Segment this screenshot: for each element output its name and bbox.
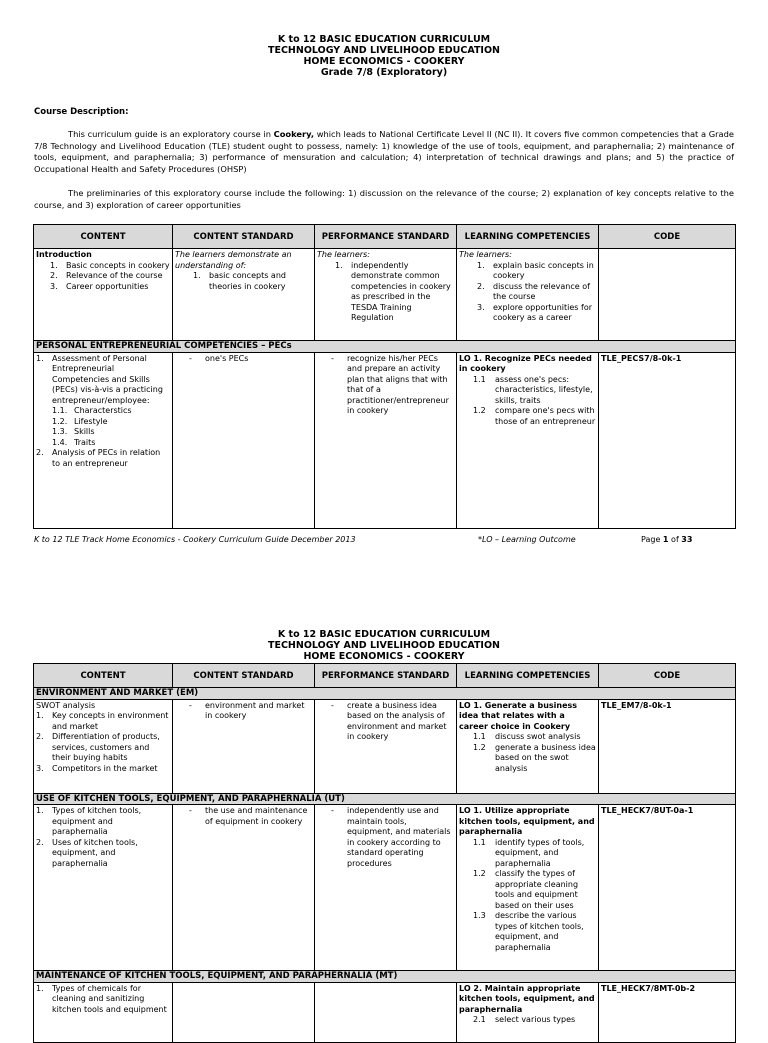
content-standard-cell: - one's PECs bbox=[173, 352, 315, 528]
page-number bbox=[641, 535, 692, 544]
header-line: TECHNOLOGY AND LIVELIHOOD EDUCATION bbox=[267, 640, 500, 651]
list-item: classify the types of appropriate cleaning tools and equipment based on their uses bbox=[495, 869, 579, 910]
performance-standard-cell: - create a business idea based on the analysis of environment and market in cookery bbox=[315, 699, 457, 793]
learning-competencies-cell: The learners: 1. explain basic concepts in cookery 2. discuss the relevance of the course 3. explore opportunities for cookery as a career bbox=[457, 249, 599, 341]
list-item: compare one's pecs with those of an entrepreneur bbox=[495, 406, 596, 426]
content-cell: 1. Types of chemicals for cleaning and sanitizing kitchen tools and equipment bbox=[34, 982, 173, 1042]
learning-outcome: LO 2. Maintain appropriate kitchen tools, equipment, and paraphernalia bbox=[459, 983, 595, 1014]
curriculum-table bbox=[33, 224, 736, 529]
list-item: Uses of kitchen tools, equipment, and paraphernalia bbox=[52, 837, 138, 868]
list-item: recognize his/her PECs and prepare an activity plan that aligns that with that of a practitioner/entrepreneur in cookery bbox=[347, 353, 449, 415]
content-standard-cell: - the use and maintenance of equipment in cookery bbox=[173, 805, 315, 971]
table-row bbox=[34, 805, 736, 971]
list-item: create a business idea based on the analysis of environment and market in cookery bbox=[347, 700, 447, 741]
content-cell: SWOT analysis 1. Key concepts in environment and market 2. Differentiation of products, services, customers and their buying habits 3. Competitors in the market bbox=[34, 699, 173, 793]
column-header: CONTENT bbox=[34, 225, 173, 249]
content-cell: 1. Assessment of Personal Entrepreneurial Competencies and Skills (PECs) vis-à-vis a practicing entrepreneur/employee: 1.1. Characterstics 1.2. Lifestyle 1.3. Skills 1.4. Traits 2. Analysis of PECs in relation to an entrepreneur bbox=[34, 352, 173, 528]
header-line: K to 12 BASIC EDUCATION CURRICULUM bbox=[277, 34, 491, 45]
list-item: assess one's pecs: characteristics, lifestyle, skills, traits bbox=[495, 374, 593, 405]
section-title: USE OF KITCHEN TOOLS, EQUIPMENT, AND PARAPHERNALIA (UT) bbox=[34, 793, 736, 805]
content-cell: 1. Types of kitchen tools, equipment and paraphernalia 2. Uses of kitchen tools, equipment, and paraphernalia bbox=[34, 805, 173, 971]
list-item: explain basic concepts in cookery bbox=[493, 260, 594, 280]
curriculum-table bbox=[33, 663, 736, 1043]
section-row bbox=[34, 971, 736, 983]
column-header: PERFORMANCE STANDARD bbox=[315, 225, 457, 249]
list-item: independently demonstrate common competencies in cookery as prescribed in the TESDA Training Regulation bbox=[351, 260, 451, 322]
list-item: Key concepts in environment and market bbox=[52, 711, 169, 731]
list-item: Career opportunities bbox=[66, 281, 149, 291]
column-header: CONTENT bbox=[34, 664, 173, 688]
table-row bbox=[34, 249, 736, 341]
list-item: independently use and maintain tools, equipment, and materials in cookery according to standard operating procedures bbox=[347, 806, 451, 868]
list-item: Types of chemicals for cleaning and sanitizing kitchen tools and equipment bbox=[52, 983, 167, 1014]
list-item: select various types bbox=[495, 1015, 576, 1024]
header-line: TECHNOLOGY AND LIVELIHOOD EDUCATION bbox=[267, 45, 500, 56]
list-item: environment and market in cookery bbox=[205, 700, 305, 720]
table-row bbox=[34, 699, 736, 793]
learning-competencies-cell: LO 1. Recognize PECs needed in cookery 1.1 assess one's pecs: characteristics, lifestyle, skills, traits 1.2 compare one's pecs with those of an entrepreneur bbox=[457, 352, 599, 528]
page-current: 1 bbox=[662, 535, 669, 544]
list-item: Traits bbox=[74, 437, 96, 447]
footer-note: *LO – Learning Outcome bbox=[478, 535, 576, 544]
row-title: SWOT analysis bbox=[36, 700, 96, 710]
list-item: the use and maintenance of equipment in cookery bbox=[205, 806, 308, 826]
table-row bbox=[34, 352, 736, 528]
document-header bbox=[0, 629, 768, 662]
section-row bbox=[34, 688, 736, 700]
table-row bbox=[34, 982, 736, 1042]
content-cell: Introduction 1. Basic concepts in cookery 2. Relevance of the course 3. Career opportunities bbox=[34, 249, 173, 341]
list-item: Assessment of Personal Entrepreneurial Competencies and Skills (PECs) vis-à-vis a practicing entrepreneur/employee: bbox=[52, 353, 163, 405]
learning-outcome: LO 1. Utilize appropriate kitchen tools, equipment, and paraphernalia bbox=[459, 806, 595, 836]
column-header: CONTENT STANDARD bbox=[173, 225, 315, 249]
learning-competencies-cell: LO 2. Maintain appropriate kitchen tools, equipment, and paraphernalia 2.1 select various types bbox=[457, 982, 599, 1042]
course-description-title: Course Description: bbox=[34, 107, 129, 117]
section-title: ENVIRONMENT AND MARKET (EM) bbox=[34, 688, 736, 700]
code-cell: TLE_HECK7/8UT-0a-1 bbox=[599, 805, 736, 971]
column-header: CODE bbox=[599, 225, 736, 249]
paragraph-text: This curriculum guide is an exploratory course in bbox=[68, 129, 274, 139]
performance-standard-cell: - independently use and maintain tools, equipment, and materials in cookery according to standard operating procedures bbox=[315, 805, 457, 971]
document-header bbox=[0, 34, 768, 78]
content-standard-cell: The learners demonstrate an understanding of: 1. basic concepts and theories in cookery bbox=[173, 249, 315, 341]
preliminaries-paragraph: The preliminaries of this exploratory course include the following: 1) discussion on the relevance of the course; 2) explanation of key concepts relative to the course, and 3) exploration of career opportunities bbox=[34, 188, 734, 210]
list-item: Characterstics bbox=[74, 406, 132, 415]
list-item: identify types of tools, equipment, and paraphernalia bbox=[495, 837, 585, 868]
section-row bbox=[34, 793, 736, 805]
list-item: Types of kitchen tools, equipment and paraphernalia bbox=[52, 806, 142, 836]
list-item: describe the various types of kitchen tools, equipment, and paraphernalia bbox=[495, 911, 584, 952]
paragraph-bold: Cookery, bbox=[273, 129, 315, 139]
code-cell bbox=[599, 249, 736, 341]
column-header: CONTENT STANDARD bbox=[173, 664, 315, 688]
performance-standard-cell bbox=[315, 982, 457, 1042]
learning-outcome: LO 1. Recognize PECs needed in cookery bbox=[459, 353, 592, 373]
page-of: of bbox=[668, 535, 682, 544]
paragraph-text: which leads to National Certificate Level II (NC II). It covers five common competencies that a Grade 7/8 Technology and Livelihood Education (TLE) student ought to possess, namely: 1) knowledge of the use of tools, equipment, and paraphernalia; 2) maintenance of tools, equipment, and paraphernalia; 3) performance of mensuration and calculation; 4) interpretation of technical drawings and plans; and 5) the practice of Occupational Health and Safety Procedures (OHSP) bbox=[34, 129, 734, 174]
list-item: discuss swot analysis bbox=[495, 732, 581, 741]
section-title: MAINTENANCE OF KITCHEN TOOLS, EQUIPMENT, AND PARAPHERNALIA (MT) bbox=[34, 971, 736, 983]
learning-outcome: LO 1. Generate a business idea that relates with a career choice in Cookery bbox=[459, 700, 578, 731]
header-line: HOME ECONOMICS - COOKERY bbox=[303, 651, 465, 662]
header-line: K to 12 BASIC EDUCATION CURRICULUM bbox=[277, 629, 491, 640]
content-standard-cell: - environment and market in cookery bbox=[173, 699, 315, 793]
lead-text: The learners demonstrate an understanding of: bbox=[175, 250, 292, 270]
column-header: PERFORMANCE STANDARD bbox=[315, 664, 457, 688]
list-item: Basic concepts in cookery bbox=[66, 260, 170, 270]
learning-competencies-cell: LO 1. Generate a business idea that relates with a career choice in Cookery 1.1 discuss swot analysis 1.2 generate a business idea based on the swot analysis bbox=[457, 699, 599, 793]
list-item: Lifestyle bbox=[74, 416, 108, 426]
column-header: CODE bbox=[599, 664, 736, 688]
list-item: basic concepts and theories in cookery bbox=[209, 271, 286, 291]
list-item: Skills bbox=[74, 427, 95, 436]
header-line: Grade 7/8 (Exploratory) bbox=[320, 67, 448, 78]
footer-title: K to 12 TLE Track Home Economics - Cookery Curriculum Guide December 2013 bbox=[34, 535, 356, 544]
page-total: 33 bbox=[681, 535, 693, 544]
code-cell: TLE_HECK7/8MT-0b-2 bbox=[599, 982, 736, 1042]
list-item: one's PECs bbox=[205, 353, 249, 363]
list-item: Competitors in the market bbox=[52, 763, 158, 773]
page-gap bbox=[0, 560, 768, 620]
section-title: PERSONAL ENTREPRENEURIAL COMPETENCIES – PECs bbox=[34, 341, 736, 353]
list-item: generate a business idea based on the swot analysis bbox=[495, 742, 596, 773]
list-item: explore opportunities for cookery as a career bbox=[493, 302, 593, 322]
course-description-paragraph bbox=[34, 129, 734, 175]
learning-competencies-cell: LO 1. Utilize appropriate kitchen tools, equipment, and paraphernalia 1.1 identify types of tools, equipment, and paraphernalia 1.2 classify the types of appropriate cleaning tools and equipment based on their uses 1.3 describe the various types of kitchen tools, equipment, and paraphernalia bbox=[457, 805, 599, 971]
performance-standard-cell: The learners: 1. independently demonstrate common competencies in cookery as prescribed in the TESDA Training Regulation bbox=[315, 249, 457, 341]
code-cell: TLE_EM7/8-0k-1 bbox=[599, 699, 736, 793]
lead-text: The learners: bbox=[317, 250, 370, 259]
list-item: Differentiation of products, services, customers and their buying habits bbox=[52, 732, 160, 762]
column-header: LEARNING COMPETENCIES bbox=[457, 664, 599, 688]
row-title: Introduction bbox=[36, 250, 92, 259]
list-item: Relevance of the course bbox=[66, 271, 163, 280]
page-2 bbox=[0, 620, 768, 1024]
code-cell: TLE_PECS7/8-0k-1 bbox=[599, 352, 736, 528]
column-header: LEARNING COMPETENCIES bbox=[457, 225, 599, 249]
section-row bbox=[34, 341, 736, 353]
lead-text: The learners: bbox=[459, 250, 512, 259]
page-label: Page bbox=[641, 535, 663, 544]
list-item: Analysis of PECs in relation to an entrepreneur bbox=[52, 448, 161, 468]
header-line: HOME ECONOMICS - COOKERY bbox=[303, 56, 465, 67]
content-standard-cell bbox=[173, 982, 315, 1042]
performance-standard-cell: - recognize his/her PECs and prepare an activity plan that aligns that with that of a practitioner/entrepreneur in cookery bbox=[315, 352, 457, 528]
list-item: discuss the relevance of the course bbox=[493, 281, 590, 301]
